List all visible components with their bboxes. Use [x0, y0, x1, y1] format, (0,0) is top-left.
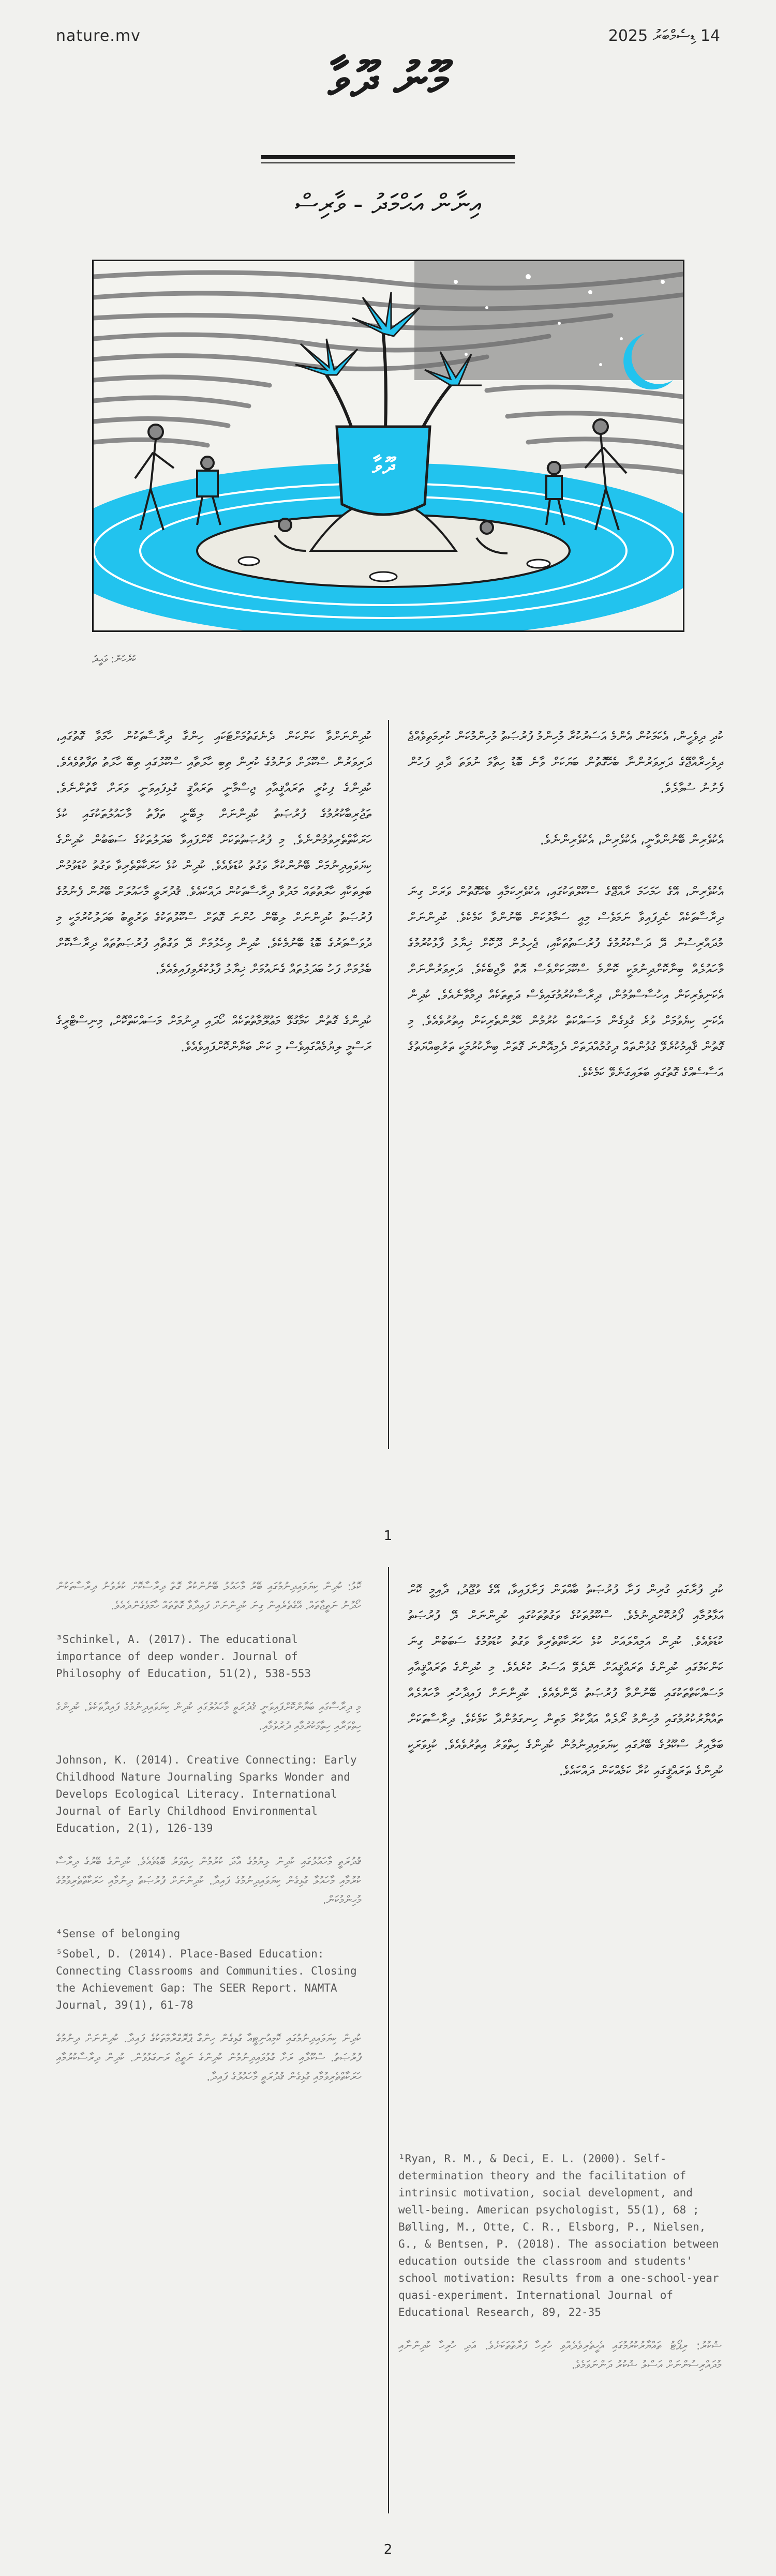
column-divider: [388, 720, 389, 1449]
title-rule-thick: [261, 155, 515, 159]
page-number: 2: [383, 2542, 393, 2557]
reference-note: މި ދިރާސާގައި ބަޔާންކޮށްފައިވަނީ ޤުދުރަތީ މާހައުލުގައި ކުދިން ކިޔަވައިދިނުމުގެ ފައިދާތަކެވެ. ކުދިންގެ ހިތްވަރާއި ހިތާމަކުރުމާއި ދުރުވުމާއި.: [56, 1701, 361, 1733]
title-rule-thin: [261, 162, 515, 163]
reference-note: ކުދިން ކިޔަވައިދިނުމުގައި ކޮމިއުނިޓީއާ ގުޅިގެން ހިންގާ ޕްރޮގްރާމްތަކުގެ ފައިދާ. ކުދިންނަށް ދިނުމުގެ ފުރުޞަތު. ސްކޫލާއި ރަށާ ގުޅުވައިދިނުމުން ކުދިންގެ ނަތީޖާ ރަނގަޅުވުން. ކުދިން ދިރާސާކުރުމާއި ހަރަކާތްތެރިވުމާއި ގުޅިގެން ޤުދުރަތީ މާހައުލުގެ ފައިދާ.: [56, 2032, 361, 2084]
article-title: މޫނު ދޫވާ: [328, 52, 448, 107]
reference-note: ކޮޅު: ކުދިން ކިޔަވައިދިނުމުގައި ބޭރު މާހައުލު ބޭނުންކުރާ ގޮތް ދިރާސާކޮށް ކުރެވުނު ދިރާސާތަކުން ހޯދުނު ނަތީޖާތައް. އޭގެތެރެއިން ގިނަ ކުދިންނަށް ފައިދާވާ ގޮތްތައް ހާމަވެގެންދެއެވެ.: [56, 1580, 361, 1613]
reference-note: ޤުދުރަތީ މާހައުލުގައި ކުދިން ލިޔުމުގެ އާދަ ކުރުމުން ހިތްވަރު ބޮޑުވެއެވެ. ކުދިންގެ ބޭރުގެ ދިރާސާ ކުރުމާއި މާހައުލާ ގުޅިގެން ކިޔަވައިދިނުމުގެ ފައިދާ. ކުދިންނަށް ފުރުޞަތު ދިނުމާއި ހަރަކާތްތެރިވުމުގެ މުހިންމުކަން.: [56, 1856, 361, 1907]
column-left: [56, 724, 371, 1086]
reference-citation: ³Schinkel, A. (2017). The educational importance of deep wonder. Journal of Philosophy of Education, 51(2), 538-553: [56, 1633, 311, 1680]
footnotes-left: [56, 1577, 361, 2102]
svg-text:ދޫވާ: ދޫވާ: [372, 453, 395, 478]
acknowledgement-note: ޝުކުރު: ރިޕޯޓު ތައްޔާރުކުރުމުގައި އެހީތެރިވެދެއްވި ހުރިހާ ފަރާތްތަކަށެވެ. އަދި ހުރިހާ ކުދިންނާއި މުދައްރިސުންނަށް އަސްލު ޝުކުރު ދަންނަވަމެވެ.: [398, 2340, 722, 2372]
column-right: [408, 724, 723, 1112]
paragraph: އެކުވެރިން ބޭނުންވާނީ، އެކުވެރިން، އެކުވެރިންނެވެ.: [540, 833, 723, 848]
site-name[interactable]: nature.mv: [56, 27, 141, 45]
footnotes-right: [398, 2150, 722, 2375]
author-byline: އިނާން އަޙްމަދު - ވާރިސް: [294, 189, 482, 220]
reference-citation: ⁴Sense of belonging: [56, 1927, 181, 1940]
reference-citation: Johnson, K. (2014). Creative Connecting: Early Childhood Nature Journaling Sparks Wonder and Develops Ecological Literacy. International Journal of Early Childhood Environmental Education, 2(1), 126-139: [56, 1754, 357, 1834]
paragraph: އެކުވެރިން، އޭގެ ހަމަހަމަ ރާއްޖޭގެ ސްކޫލްތަކުގައި، އެކުވެރިކަމާއި ބެހޭގޮތުން ވަރަށް ގިނަ ދިރާސާތަކެއް ހެދިފައިވާ ނަމަވެސް މިއީ ސަމާލުކަން ބޭނުންވާ ކަމެކެވެ. ކުދިންނަށް މުދައްރިސުން ދޭ ދަސްކުރުމުގެ ފުރުސަތުތަކާއި، ޖެހިލުން ދޫކޮށް ޚިޔާލު ފާޅުކުރުމުގެ މާހައުލެއް ބިނާކޮށްދިނުމަކީ ކޮންމެ ސްކޫލަކަށްވެސް އޮތް ވާޖިބެކެވެ. ދަރިވަރުންނަށް އެކަނިވެރިކަން އިހުސާސްވުމުން، ދިރާސާކުރުމުގައިވެސް ދަތިތަކެއް ދިމާވާނެއެވެ. ކުދިން އެކަނި ކިޔެވުމަށް ވުރެ ގުޅިގެން މަސައްކަތް ކުރުމުން ހޭލުންތެރިކަން އިތުރުވެއެވެ. މި ގޮތުން ޤާއިމުކުރެވޭ ގުޅުންތައް ދިގުމުއްދަތަށް ދެމިއޮންނަ ގޮތަށް ބިނާކުރުމަކީ ތަރުބިއްޔަތުގެ އަސާސެއްގެ ގޮތުގައި ބަލައިގަނެވޭ ކަމެކެވެ.: [408, 884, 723, 1081]
paragraph: ކުދި ދިވެހީން، އެކަމަކުން އެންމެ އަސަރުކުރާ މުހިންމު ފުރުޞަތު މުހިންމުކަން ކުރިމަތިވެއްޖެ ދިވެހިރާއްޖޭގެ ދަރިވަރުންނާ ބެހޭގޮތުން ބަޔަކަށް ވާނެ ބޮޑު ހިތާމަ ނުވަތަ ދާދި ފަހުން ފެށުނު ސުވާލެވެ.: [408, 729, 723, 796]
paragraph: ކުދި ފުރާގައި ގުރިން ފަށާ ފުރުޞަތު ބާއްވަން ފަށާފައިވާ، އޭގެ ވުޖޫދު، ދާއިމީ ކޮށް އަޅާލުމާއި ފޯރުކޮށްދިނުމެވެ. ސްކޫލުތަކުގެ ވަގުތުތަކުގައި ކުދިންނަށް ދޭ ފުރުޞަތު ކުޑަވެއެވެ. ކުދިން އަމިއްލައަށް ކުޅެ ހަރަކާތްތެރިވާ ވަގުތު ކުޑަވުމުގެ ސަބަބުން ގިނަ ކަންކަމުގައި ކުދިންގެ ތަރައްޤީއަށް ނޭދެވޭ އަސަރު ކުރެއެވެ. މި ކުދިންގެ ތަރައްޤީއާއި މަސައްކަތްތަކުގައި ބޭނުންވާ ފުރުޞަތު ދޭންވެއެވެ. ކުދިންނަށް ފައިދާހުރި މާހައުލެއް ތައްޔާރުކުރުމުގައި މުހިންމު ރޯލެއް އަދާކުރާ މަތިން ހިނގަމުންދާ ކަމެކެވެ. ދިރާސާތަކަށް ބަލާއިރު ސްކޫލުގެ ބޭރުގައި ކިޔަވައިދިނުމުން ކުދިންގެ ހިތްވަރު އިތުރުވެއެވެ. ކުޅިވަރަކީ ކުދިންގެ ތަރައްޤީގައި ކުރާ ކަމެއްކަން ދައްކައެވެ.: [408, 1583, 723, 1779]
issue-date: 14 ޑިސެމްބަރު 2025: [608, 27, 720, 45]
page-number: 1: [383, 1528, 393, 1544]
page-2: [0, 1546, 776, 2576]
paragraph: ކުދިންނަށްވާ ކަންކަން ދެނެގަތުމަށްޓަކައި ހިންގާ ދިރާސާތަކުން ހާމަވާ ގޮތުގައި، ދަރިވަރުން ސްކޫލަށް ވަނުމުގެ ކުރިން ތިބި ހާލަތާއި ސްކޫލުގައި ތިބޭ ހާލަތު ތަފާތުވެއެވެ. ކުދިންގެ ފިކުރީ ތަރައްޤީއާއި ޖިސްމާނީ ތަރައްޤީ ގުޅިފައިވަނީ ވަރަށް ގާތުންނެވެ. ތަޖުރިބާކުރުމުގެ ފުރުޞަތު ކުދިންނަށް ލިބޭނީ ތަފާތު މާހައުލުތަކުގައި ކުޅެ ހަރަކާތްތެރިވުމުންނެވެ. މި ފުރުޞަތުތަކަށް ކޮށްފައިވާ ބަދަލުތަކުގެ ސަބަބުން ކުދިންގެ ކިޔަވައިދިނުމަށް ބޭނުންކުރާ ވަގުތު ކުޑަވެއެވެ. ކުދިން ކުޅެ ހަރަކާތްތެރިވާ ވަގުތު ކުޑަވުމުން ބަލިތަކާއި ހާލަތުތައް މަދުވާ ދިރާސާތަކުން ދައްކައެވެ. ޤުދުރަތީ މާހައުލަށް ބޭރުން ފެނުމުގެ ފުރުޞަތު ކުދިންނަށް ލިބޭން ހުންނަ ގޮތަށް ސްކޫލުތަކުގެ ތަރުތީބު ބަދަލުކުރުމަކީ މި ދުވަސްވަރުގެ ބޮޑު ބޭނުމެކެވެ. ކުދިން ވިހެލުމަށް ދޭ ވަގުތާއި ފުރުޞަތުތައް ދިރާސާކޮށް ބެލުމަށް ފަހު ބަދަލުތައް ގެނައުމަށް ޚިޔާލު ފާޅުކުރެވިފައިވެއެވެ.: [56, 729, 371, 977]
reference-citation: ¹Ryan, R. M., & Deci, E. L. (2000). Self-determination theory and the facilitation of intrinsic motivation, social development, and well-being. American psychologist, 55(1), 68 ; Bølling, M., Otte, C. R., Elsborg, P., Nielsen, G., & Bentsen, P. (2018). The association between education outside the classroom and students' school motivation: Results from a one-school-year quasi-experiment. International Journal of Educational Research, 89, 22-35: [398, 2152, 719, 2318]
island-illustration: [92, 260, 684, 632]
column-right: [408, 1577, 723, 1810]
column-divider: [388, 1567, 389, 2513]
image-caption: ކުރެހުން: ވަޙީދު: [92, 653, 137, 665]
paragraph: ކުދިންގެ ގޮތުން ކަމާގުޅޭ މަޢުލޫމާތުތަކެއް ހޯދައި ދިނުމަށް މަސައްކަތްކޮށް، މިނިސްޓްރީގެ ރަސްމީ ލިޔުމެއްގައިވެސް މި ކަން ބަޔާންކޮށްފައިވެއެވެ.: [56, 1014, 371, 1055]
reference-citation: ⁵Sobel, D. (2014). Place-Based Education: Connecting Classrooms and Communities. Closing the Achievement Gap: The SEER Report. NAMTA Journal, 39(1), 61-78: [56, 1948, 357, 2011]
